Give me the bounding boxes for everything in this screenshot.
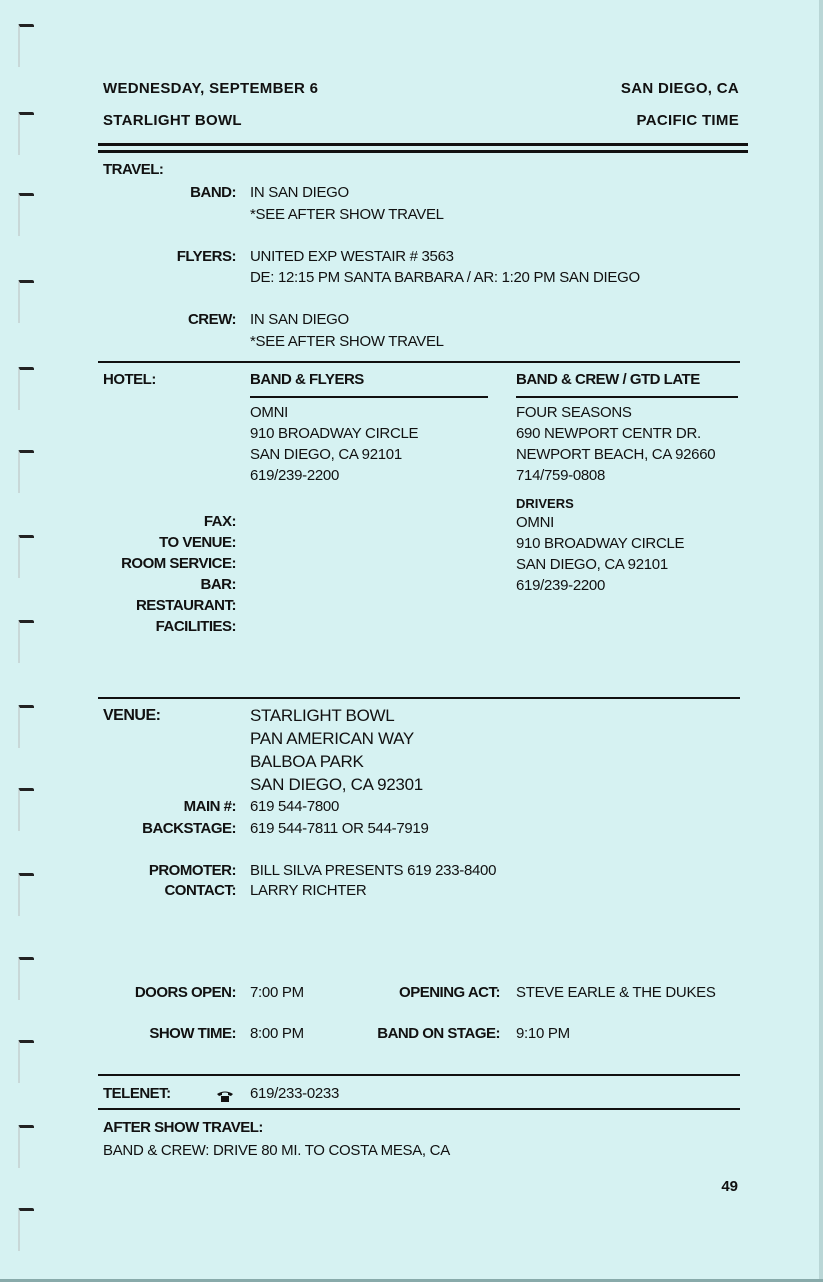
venue-promoter-value: BILL SILVA PRESENTS 619 233-8400 <box>250 862 497 879</box>
hotel-bar-label: BAR: <box>200 576 236 593</box>
band-on-stage-label: BAND ON STAGE: <box>377 1025 500 1042</box>
venue-address-line-2: PAN AMERICAN WAY <box>250 729 414 748</box>
header-date: WEDNESDAY, SEPTEMBER 6 <box>103 80 319 97</box>
binder-hole <box>18 873 34 916</box>
binder-hole <box>18 112 34 155</box>
venue-address-line-4: SAN DIEGO, CA 92301 <box>250 775 423 794</box>
hotel-col2-line-4: 714/759-0808 <box>516 467 605 484</box>
hotel-heading: HOTEL: <box>103 371 156 388</box>
after-show-line: BAND & CREW: DRIVE 80 MI. TO COSTA MESA, CA <box>103 1142 450 1159</box>
venue-heading: VENUE: <box>103 707 161 724</box>
hotel-col1-underline <box>250 396 488 398</box>
hotel-restaurant-label: RESTAURANT: <box>135 597 236 614</box>
page-number: 49 <box>721 1178 738 1195</box>
header-divider-bottom <box>98 150 748 153</box>
binder-hole <box>18 535 34 578</box>
binder-hole <box>18 367 34 410</box>
travel-band-line-1: IN SAN DIEGO <box>250 184 349 201</box>
travel-crew-line-1: IN SAN DIEGO <box>250 311 349 328</box>
hotel-fax-label: FAX: <box>203 513 236 530</box>
hotel-col2-line-3: NEWPORT BEACH, CA 92660 <box>516 446 716 463</box>
hotel-col2-line-1: FOUR SEASONS <box>516 404 632 421</box>
travel-crew-line-2: *SEE AFTER SHOW TRAVEL <box>250 333 444 350</box>
telenet-value: 619/233-0233 <box>250 1085 339 1102</box>
travel-band-label: BAND: <box>190 184 236 201</box>
travel-crew-label: CREW: <box>187 311 236 328</box>
hotel-room-service-label: ROOM SERVICE: <box>121 555 236 572</box>
show-time-label: SHOW TIME: <box>149 1025 236 1042</box>
doors-open-value: 7:00 PM <box>250 984 304 1001</box>
hotel-drivers-line-1: OMNI <box>516 514 554 531</box>
hotel-drivers-line-3: SAN DIEGO, CA 92101 <box>516 556 668 573</box>
page-edge <box>819 0 823 1282</box>
telephone-icon <box>216 1089 234 1103</box>
venue-backstage-value: 619 544-7811 OR 544-7919 <box>250 820 429 837</box>
hotel-divider <box>98 697 740 699</box>
hotel-facilities-label: FACILITIES: <box>155 618 236 635</box>
venue-contact-label: CONTACT: <box>164 882 236 899</box>
after-show-heading: AFTER SHOW TRAVEL: <box>103 1119 263 1136</box>
hotel-col2-line-2: 690 NEWPORT CENTR DR. <box>516 425 701 442</box>
header-venue-name: STARLIGHT BOWL <box>103 112 242 129</box>
binder-hole <box>18 1125 34 1168</box>
travel-flyers-label: FLYERS: <box>176 248 236 265</box>
venue-promoter-label: PROMOTER: <box>148 862 236 879</box>
travel-band-line-2: *SEE AFTER SHOW TRAVEL <box>250 206 444 223</box>
hotel-drivers-line-2: 910 BROADWAY CIRCLE <box>516 535 685 552</box>
hotel-col1-line-3: SAN DIEGO, CA 92101 <box>250 446 402 463</box>
header-divider-top <box>98 143 748 146</box>
venue-address-line-3: BALBOA PARK <box>250 752 364 771</box>
hotel-col1-line-4: 619/239-2200 <box>250 467 339 484</box>
binder-hole <box>18 957 34 1000</box>
venue-contact-value: LARRY RICHTER <box>250 882 367 899</box>
hotel-to-venue-label: TO VENUE: <box>159 534 236 551</box>
venue-main-label: MAIN #: <box>183 798 236 815</box>
schedule-divider <box>98 1074 740 1076</box>
binder-hole <box>18 280 34 323</box>
hotel-col1-line-2: 910 BROADWAY CIRCLE <box>250 425 419 442</box>
opening-act-value: STEVE EARLE & THE DUKES <box>516 984 716 1001</box>
doors-open-label: DOORS OPEN: <box>134 984 236 1001</box>
binder-hole <box>18 1208 34 1251</box>
travel-flyers-line-1: UNITED EXP WESTAIR # 3563 <box>250 248 454 265</box>
binder-hole <box>18 1040 34 1083</box>
hotel-col1-line-1: OMNI <box>250 404 288 421</box>
venue-backstage-label: BACKSTAGE: <box>142 820 236 837</box>
show-time-value: 8:00 PM <box>250 1025 304 1042</box>
hotel-col1-title: BAND & FLYERS <box>250 371 364 388</box>
binder-hole <box>18 24 34 67</box>
hotel-col2-underline <box>516 396 738 398</box>
binder-hole <box>18 620 34 663</box>
hotel-drivers-title: DRIVERS <box>516 496 574 511</box>
hotel-col2-title: BAND & CREW / GTD LATE <box>516 371 700 388</box>
travel-heading: TRAVEL: <box>103 161 164 178</box>
venue-main-value: 619 544-7800 <box>250 798 339 815</box>
band-on-stage-value: 9:10 PM <box>516 1025 570 1042</box>
header-timezone: PACIFIC TIME <box>636 112 739 129</box>
binder-hole <box>18 705 34 748</box>
telenet-divider <box>98 1108 740 1110</box>
telenet-label: TELENET: <box>103 1085 171 1102</box>
binder-hole <box>18 450 34 493</box>
travel-flyers-line-2: DE: 12:15 PM SANTA BARBARA / AR: 1:20 PM SAN DIEGO <box>250 269 640 286</box>
venue-address-line-1: STARLIGHT BOWL <box>250 706 395 725</box>
travel-divider <box>98 361 740 363</box>
hotel-drivers-line-4: 619/239-2200 <box>516 577 605 594</box>
binder-hole <box>18 788 34 831</box>
binder-hole <box>18 193 34 236</box>
header-city: SAN DIEGO, CA <box>620 80 739 97</box>
opening-act-label: OPENING ACT: <box>399 984 500 1001</box>
